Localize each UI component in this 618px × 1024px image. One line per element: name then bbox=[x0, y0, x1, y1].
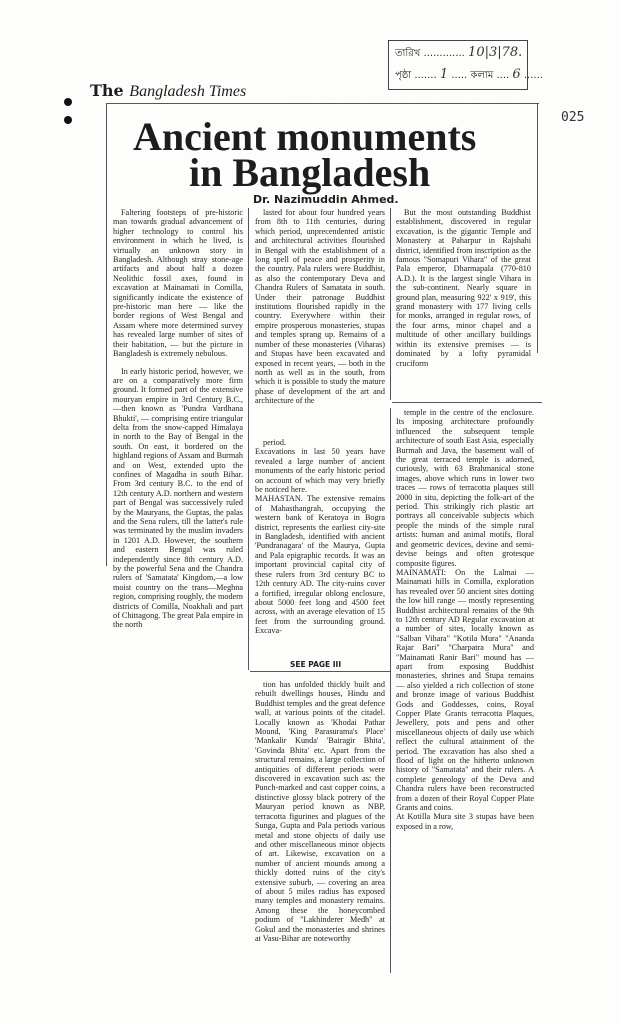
clipping-border-right bbox=[537, 103, 538, 353]
filing-stamp: তারিখ ............. 10|3|78. পৃষ্ঠা ....... 1 ..... কলাম .... 6 ...... bbox=[388, 40, 528, 90]
column-2-bottom-text: tion has unfolded thickly built and rebuilt dwellings houses, Hindu and Buddhist temples and the great defence wall, at various points of the citadel. Locally known as 'Khodai Pathar Mound, 'King Parasurama's Place' 'Mankalir Kunda' 'Bairagir Bhita', 'Govinda Bhita' etc. Apart from the structural remains, a large collection of antiquities of different periods were discovered in excavation such as: the Punch-marked and cast copper coins, a distinctive glossy black potrery of the Mauryan period known as NBP, terracotta figurines and plagues of the Sunga, Gupta and Pala periods various metal and stone objects of daily use and other miscellaneous minor objects of art. Likewise, excavation on a number of ancient mounds among a thickly dotted ruins of the city's extensive suburb, — covering an area of about 5 miles radius has exposed many temples and monastery remains. Among these the honeycombed podium of "Lakhinderer Medh" at Gokul and the monasteries and shrines at Vasu-Bihar are noteworthy bbox=[255, 680, 385, 943]
stamp-column-value: 6 bbox=[512, 67, 521, 82]
article-column-2-middle bbox=[255, 438, 385, 660]
column-3-break-rule bbox=[392, 402, 542, 403]
article-column-2-top bbox=[255, 208, 385, 436]
newspaper-masthead bbox=[90, 81, 246, 101]
stamp-page-label: পৃষ্ঠা bbox=[395, 70, 412, 81]
column-2-middle-text: period. Excavations in last 50 years have revealed a large number of ancient monuments of the early historic period on account of which may very briefly be noticed here. MAHASTAN. The extensive remains of Mahasthangrah, occupying the western bank of Keratoya in Bogra district, represents the earliest city-site in Bangladesh, identified with ancient 'Pundranagara' of the Maurya, Gupta and Pala epigraphic records. It was an important provincial capital city of these rulers from 3rd century BC to 12th century AD. The city-ruins cover a fortified, irregular oblong enclosure, about 5000 feet long and 4500 feet across, with an average elevation of 15 feet from the surrounding ground. Excava- bbox=[255, 438, 385, 636]
masthead-name: Bangladesh Times bbox=[129, 83, 247, 100]
stamp-page-value: 1 bbox=[439, 67, 449, 82]
column-2-top-text: lasted for about four hundred years from 8th to 11th centuries, during which period, unprecendented artistic and architectural activities flourished in Bengal with the establishment of a long spell of peace and prosperity in the country. Pala rulers were Buddhist, as also the contemporary Deva and Chandra Rulers of Samatata in south. Under their patronage Buddhist institutions flourished rapidly in the country. Everywhere within their empire prosperous monasteries, stupas and temples sprang up. Remains of a number of these monasteries (Viharas) and Stupas have been excavated and exposed in recent years, — both in the north as well as in the south, from which it is possible to study the mature phase of development of the art and architecture of the bbox=[255, 208, 385, 406]
article-column-1 bbox=[113, 208, 243, 673]
stamp-date-value: 10|3|78. bbox=[468, 45, 523, 60]
column-divider-3 bbox=[390, 408, 391, 973]
article-column-3-top bbox=[396, 208, 531, 398]
article-byline: Dr. Nazimuddin Ahmed. bbox=[253, 193, 399, 206]
column-3-top-text: But the most outstanding Buddhist establishment, discovered in regular excavation, is the gigantic Temple and Monastery at Paharpur in Rajshahi district, identified from inscription as the famous "Somapuri Vihara" of the great Pala emperor, Dharmapala (770-810 A.D.). It is the largest single Vihara in the sub-continent. Nearly square in ground plan, measuring 922' x 919', this grand monastery with 177 living cells for monks, arranged in regular rows, of the four arms, minor chapel and a multitude of other ancillary buildings within its extensive premises — is dominated by a lofty pyramidal cruciform bbox=[396, 208, 531, 368]
column-2-break-rule bbox=[250, 671, 390, 672]
column-1-paragraph-2: In early historic period, however, we are on a comparatively more firm ground. It formed part of the extensive mouryan empire in 3rd Century B.C.,—then known as 'Pundra Vardhana Bhukti', — comprising entire triangular delta from the snow-capped Himalaya in north to the Bay of Bengal in the south. On east, it bordered on the highland regions of Assam and Burmah and on West, extended upto the confines of Magadha in south Bihar. From 3rd century B.C. to the end of 12th century A.D. northern and western part of Bengal was successively ruled by the Mauryans, the Guptas, the palas and the Sena rulers, till the latter's rule was terminated by the muslim invaders in 1201 A.D. However, the southern and eastern Bengal was ruled independently since 8th century A.D. by the powerful Sena and the Chandra rulers of 'Samatata' Kingdom,—a low moist country on the trans—Meghna region, comprising roughly, the modern districts of Comilla, Noakhali and part of Chittagong. The great Pala empire in the north bbox=[113, 366, 243, 630]
masthead-the: The bbox=[90, 81, 124, 100]
column-divider-2 bbox=[390, 208, 391, 400]
binder-hole-top bbox=[64, 98, 72, 106]
stamp-date-label: তারিখ bbox=[395, 48, 421, 59]
stamp-column-label: কলাম bbox=[470, 70, 494, 81]
see-page-reference: SEE PAGE III bbox=[290, 660, 342, 669]
column-3-middle-text: temple in the centre of the enclosure. Its imposing architecture profoundly influenced the subsequent temple architecture of south East Asia, especially Burmah and Java, the basement wall of the great terraced temple is adorned, curiously, with 63 Brahmanical stone images, above which runs in lower two traces — rows of terracotta plaques still 2000 in situ, depicting the folk-art of the period. This strikingly rich plastic art portrays all conceivable subjects which people the minds of the simple rural artists: human and animal motifs, floral and geometric devices, devine and semi-devise beings and often grotesque composite figures. MAINAMATI: On the Lalmai — Mainamati hills in Comilla, exploration has revealed over 50 ancient sites dotting the low hill range — mostly representing Buddhist architectural remains of the 9th to 12th century AD Regular excavation at a number of sites, locally known as "Salban Vihara" "Kotila Mura" "Ananda Rajar Bari" "Charpatra Mura" and "Mainamati Ranir Bari" mound has — apart from exposing Buddhist monasteries, shrines and Stupa remains — also yielded a rich collection of stone and bronze image of various Buddhist Gods and Goddesses, coins, Royal Copper Plate Grants terracotta Plaques, Jewellery, pots and pens and other miscellaneous objects of daily use which reflect the cultural attainment of the period. The excavation has also shed a flood of light on the hitherto unknown history of "Samatata" and their rulers. A complete geneology of the Deva and Chandra rulers have been reconstructed from a dozen of their Royal Copper Plate Grants and coins. At Kotilla Mura site 3 stupas have been exposed in a row, bbox=[396, 408, 534, 831]
archive-page-number: 025 bbox=[561, 110, 585, 125]
column-1-paragraph-1: Faltering footsteps of pre-historic man towards gradual advancement of higher technology to control his environment in which he lived, is virtually an unknown story in Bangladesh. Although stray stone-age artifacts and about half a dozen Neolithic fossil axes, found in excavation at Mainamati in Comilla, significantly indicate the existence of pre-historic man here — like the border regions of West Bengal and Assam where more determined survey has revealed large number of sites of their habitation, — but the picture in Bangladesh is extremely nebulous. bbox=[113, 208, 243, 359]
article-title-line-1: Ancient monuments bbox=[133, 114, 477, 159]
article-title-line-2: in Bangladesh bbox=[189, 150, 431, 195]
binder-hole-bottom bbox=[64, 116, 72, 124]
clipping-top-dash bbox=[286, 103, 537, 104]
article-column-2-bottom bbox=[255, 680, 385, 970]
column-divider-1 bbox=[248, 208, 249, 670]
article-column-3-middle bbox=[396, 408, 534, 940]
